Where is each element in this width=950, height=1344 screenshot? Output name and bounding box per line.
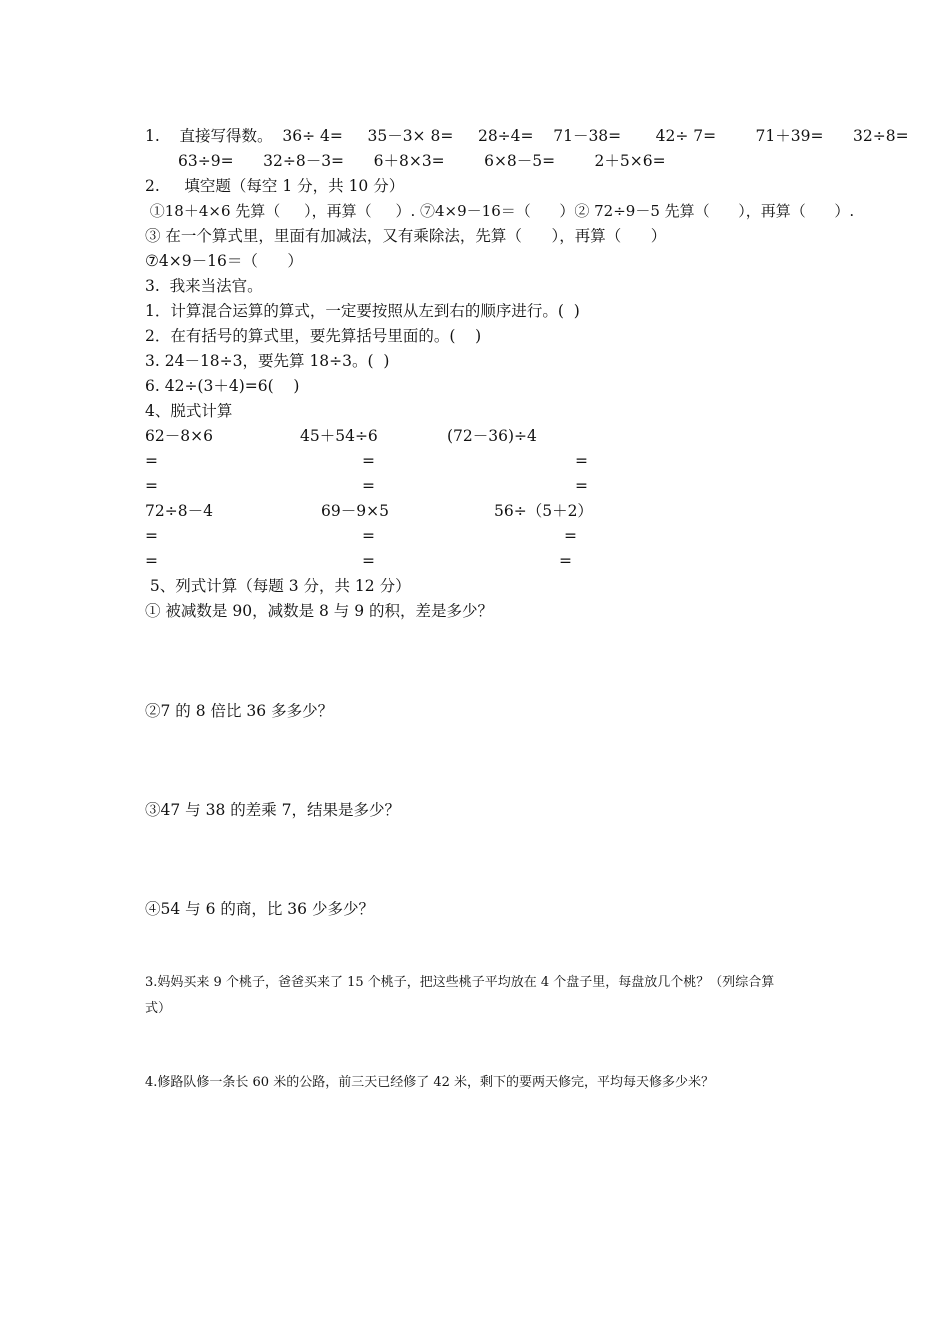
equals-sign: =: [362, 477, 375, 495]
calc-expression: 62－8×6: [145, 427, 213, 445]
word-problem-4: 4.修路队修一条长 60 米的公路，前三天已经修了 42 米，剩下的要两天修完，平均每天修多少米？: [145, 1075, 715, 1090]
equals-sign: =: [145, 527, 158, 545]
equals-sign: =: [145, 552, 158, 570]
section2-title: 2. 填空题（每空 1 分，共 10 分）: [145, 177, 405, 195]
section2-line2: ③ 在一个算式里，里面有加减法，又有乘除法，先算（ ），再算（ ）: [145, 227, 667, 245]
section2-line1: ①18＋4×6 先算（ ），再算（ ）. ⑦4×9－16＝（ ）② 72÷9－5 先算（ ），再算（ ）.: [145, 202, 855, 220]
calc-expression: 45＋54÷6: [300, 427, 378, 445]
judge-item: 3. 24－18÷3，要先算 18÷3。( ): [145, 352, 390, 370]
equals-sign: =: [559, 552, 572, 570]
section1-line1: 1. 直接写得数。 36÷ 4= 35－3× 8= 28÷4= 71－38= 42÷ 7= 71＋39= 32÷8=: [145, 127, 909, 145]
question-3: ③47 与 38 的差乘 7，结果是多少？: [145, 801, 401, 819]
judge-item: 6. 42÷(3＋4)=6( ): [145, 377, 300, 395]
equals-sign: =: [145, 452, 158, 470]
equals-sign: =: [564, 527, 577, 545]
calc-expression: 69－9×5: [321, 502, 389, 520]
calc-expression: (72－36)÷4: [447, 427, 537, 445]
word-problem-3-line1: 3.妈妈买来 9 个桃子，爸爸买来了 15 个桃子，把这些桃子平均放在 4 个盘子里，每盘放几个桃？（列综合算: [145, 975, 775, 990]
section4-title: 4、脱式计算: [145, 402, 233, 420]
judge-item: 2．在有括号的算式里，要先算括号里面的。( ): [145, 327, 482, 345]
section2-line3: ⑦4×9－16＝（ ）: [145, 252, 303, 270]
question-2: ②7 的 8 倍比 36 多多少？: [145, 702, 334, 720]
equals-sign: =: [145, 477, 158, 495]
equals-sign: =: [362, 452, 375, 470]
question-4: ④54 与 6 的商，比 36 少多少？: [145, 900, 374, 918]
question-1: ① 被减数是 90，减数是 8 与 9 的积，差是多少？: [145, 602, 494, 620]
equals-sign: =: [362, 552, 375, 570]
section5-title: 5、列式计算（每题 3 分，共 12 分）: [145, 577, 411, 595]
judge-item: 1．计算混合运算的算式，一定要按照从左到右的顺序进行。( ): [145, 302, 580, 320]
equals-sign: =: [362, 527, 375, 545]
calc-expression: 56÷（5＋2）: [494, 502, 593, 520]
calc-expression: 72÷8－4: [145, 502, 213, 520]
section3-title: 3. 我来当法官。: [145, 277, 263, 295]
word-problem-3-line2: 式）: [145, 1001, 172, 1016]
section1-line2: 63÷9= 32÷8－3= 6＋8×3= 6×8－5= 2＋5×6=: [178, 152, 666, 170]
equals-sign: =: [575, 452, 588, 470]
equals-sign: =: [575, 477, 588, 495]
